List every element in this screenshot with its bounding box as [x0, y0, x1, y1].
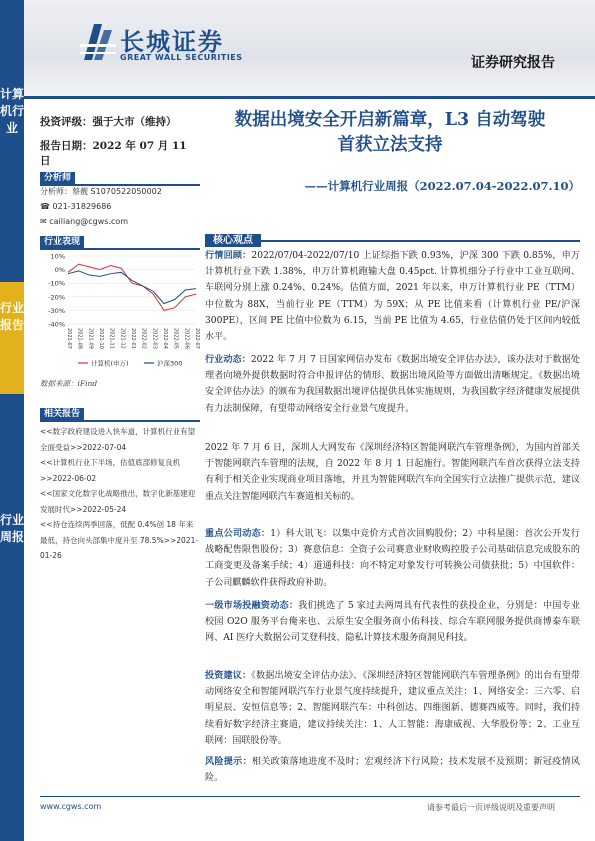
analyst-name: 分析师：蔡靓 S1070522050002: [40, 187, 162, 196]
logo-icon: [80, 20, 116, 64]
x-tick-label: 2022-02: [140, 328, 147, 349]
y-tick-label: 0%: [54, 266, 65, 275]
related-report-item[interactable]: <<计算机行业下半场，估值底部修复良机>>2022-06-02: [40, 458, 181, 483]
risk-warning: 风险提示：相关政策落地进度不及时；宏观经济下行风险；技术发展不及预期；新冠疫情风险。: [205, 756, 580, 784]
x-tick-label: 2021-12: [119, 328, 126, 349]
x-tick-label: 2022-03: [151, 328, 158, 349]
x-tick-label: 2022-01: [130, 328, 136, 349]
series-line: [68, 264, 196, 310]
brand-name: 长城证券: [120, 28, 224, 56]
industry-news-2: 2022 年 7 月 6 日，深圳人大网发布《深圳经济特区智能网联汽车管理条例》，为国内首部关于智能网联汽车管理的法规，自 2022 年 8 月 1 日起施行。智能网联汽车首次获得立法支持有利于相关企业实现商业项目落地，并且为智能网联汽车向全国实行立法推广提供示范，建议重点关注智能网联汽车赛道相关标的。: [205, 443, 580, 502]
brand-name-en: GREAT WALL SECURITIES: [120, 53, 243, 62]
analyst-phone: ☎ 021-31829686: [40, 202, 112, 211]
related-report-item[interactable]: <<持仓连续两季回落，低配 0.4%创 18 年来最低，持仓向头部集中度升至 78.5%>>2021-01-26: [40, 520, 199, 560]
side-label-report: 行业报告: [0, 301, 25, 332]
x-tick-label: 2022-07: [194, 328, 200, 349]
report-type: 证券研究报告: [471, 55, 555, 71]
x-tick-label: 2021-10: [98, 328, 104, 349]
x-tick-label: 2021-07: [66, 328, 72, 349]
market-review: 行情回顾：2022/07/04-2022/07/10 上证综指下跌 0.93%，沪深 300 下跌 0.85%，申万计算机行业下跌 1.38%，申万计算机跑输大盘 0.45pct. 计算机细分子行业中工业互联网、车联网分别上涨 0.24%、0.24%。估值方面，2021 年以来，申万计算机行业 PE（TTM）中位数为 88X，当前行业 PE（TTM）为 59X；从 PE 比值来看（计算机行业 PE/沪深 300PE），区间 PE 比值中位数为 6.15，当前 PE 比值为 4.65，行业估值仍处于区间内较低水平。: [205, 250, 580, 343]
footer-divider: [40, 796, 580, 797]
rating: 投资评级：强于大市（维持）: [40, 116, 177, 128]
industry-news: 行业动态：2022 年 7 月 7 日国家网信办发布《数据出境安全评估办法》，该办法对于数据处理者向境外提供数据时符合申报评估的情形、数据出境风险等方面做出清晰规定。《数据出境安全评估办法》的颁布为我国数据出境评估提供具体实施规则，为我国数字经济健康发展提供有力法制保障，有望带动网络安全行业景气度提升。: [205, 354, 580, 414]
report-date: 报告日期：2022 年 07 月 11 日: [40, 140, 187, 167]
footer-url[interactable]: www.cgws.com: [40, 802, 102, 811]
industry-performance-chart: [40, 250, 200, 370]
investment-advice: 投资建议：《数据出境安全评估办法》、《深圳经济特区智能网联汽车管理条例》的出台有望带动网络安全和智能网联汽车行业景气度持续提升，建议重点关注：1、网络安全：三六零、启明星辰、安恒信息等；2、智能网联汽车：中科创达、四维图新、德赛西威等。同时，我们持续看好数字经济主赛道，建议持续关注：1、人工智能：海康威视、大华股份等；2、工业互联网：国联股份等。: [205, 670, 580, 746]
y-tick-label: -30%: [48, 306, 65, 315]
y-tick-label: -20%: [48, 293, 65, 302]
y-tick-label: -40%: [48, 320, 65, 329]
page-subtitle: ——计算机行业周报（2022.07.04-2022.07.10）: [304, 179, 580, 193]
x-tick-label: 2021-11: [108, 328, 115, 349]
mail-icon: ✉: [40, 217, 50, 226]
performance-section-head: 行业表现: [40, 236, 200, 250]
analyst-info: [40, 184, 200, 229]
side-label-industry: 计算机行业: [0, 87, 25, 135]
x-tick-label: 2022-04: [162, 328, 168, 349]
core-view-head: 核心观点: [205, 228, 580, 242]
y-tick-label: -10%: [48, 279, 65, 288]
x-tick-label: 2022-05: [172, 328, 179, 349]
side-highlight: [0, 282, 24, 394]
x-tick-label: 2021-08: [76, 328, 83, 349]
phone-icon: ☎: [40, 202, 53, 211]
related-section-head: 相关报告: [40, 408, 200, 422]
x-tick-label: 2022-06: [183, 328, 190, 349]
page-title: 数据出境安全开启新篇章，L3 自动驾驶 首获立法支持: [234, 110, 546, 155]
x-tick-label: 2021-09: [87, 328, 94, 349]
analyst-section-head: 分析师: [40, 172, 200, 186]
related-reports-list: [40, 424, 200, 564]
analyst-email[interactable]: ✉ cailiang@cgws.com: [40, 217, 129, 226]
y-tick-label: 10%: [50, 252, 65, 261]
chart-source: 数据来源：iFind: [40, 379, 98, 388]
related-report-item[interactable]: <<国家文化数字化战略推出，数字化新基建迎发展时代>>2022-05-24: [40, 489, 196, 514]
legend-label: 沪深300: [157, 359, 183, 368]
related-report-item[interactable]: <<数字政府建设进入快车道，计算机行业有望全面受益>>2022-07-04: [40, 427, 196, 452]
footer-disclaimer: 请参考最后一页评级说明及重要声明: [427, 803, 555, 812]
series-line: [68, 271, 196, 304]
header-divider: [24, 96, 595, 99]
page-header: [24, 0, 595, 96]
primary-market-news: 一级市场投融资动态：我们挑选了 5 家过去两周具有代表性的获投企业，分别是：中国专业校园 O2O 服务平台俺来也、云原生安全服务商小佑科技、综合车联网服务提供商博泰车联网、AI 医疗大数据公司艾登科技、隐私计算技术服务商洞见科技。: [205, 600, 580, 644]
company-news: 重点公司动态：1）科大讯飞：以集中竞价方式首次回购股份；2）中科星图：首次公开发行战略配售限售股份；3）赛意信息：全资子公司赛意业财收购控股子公司基础信息完成股东的工商变更及备案手续；4）道通科技：向不特定对象发行可转换公司债获批；5）中国软件：子公司麒麟软件获得政府补助。: [205, 528, 580, 588]
legend-label: 计算机(申万): [91, 359, 129, 368]
side-label-weekly: 行业周报: [0, 513, 25, 544]
